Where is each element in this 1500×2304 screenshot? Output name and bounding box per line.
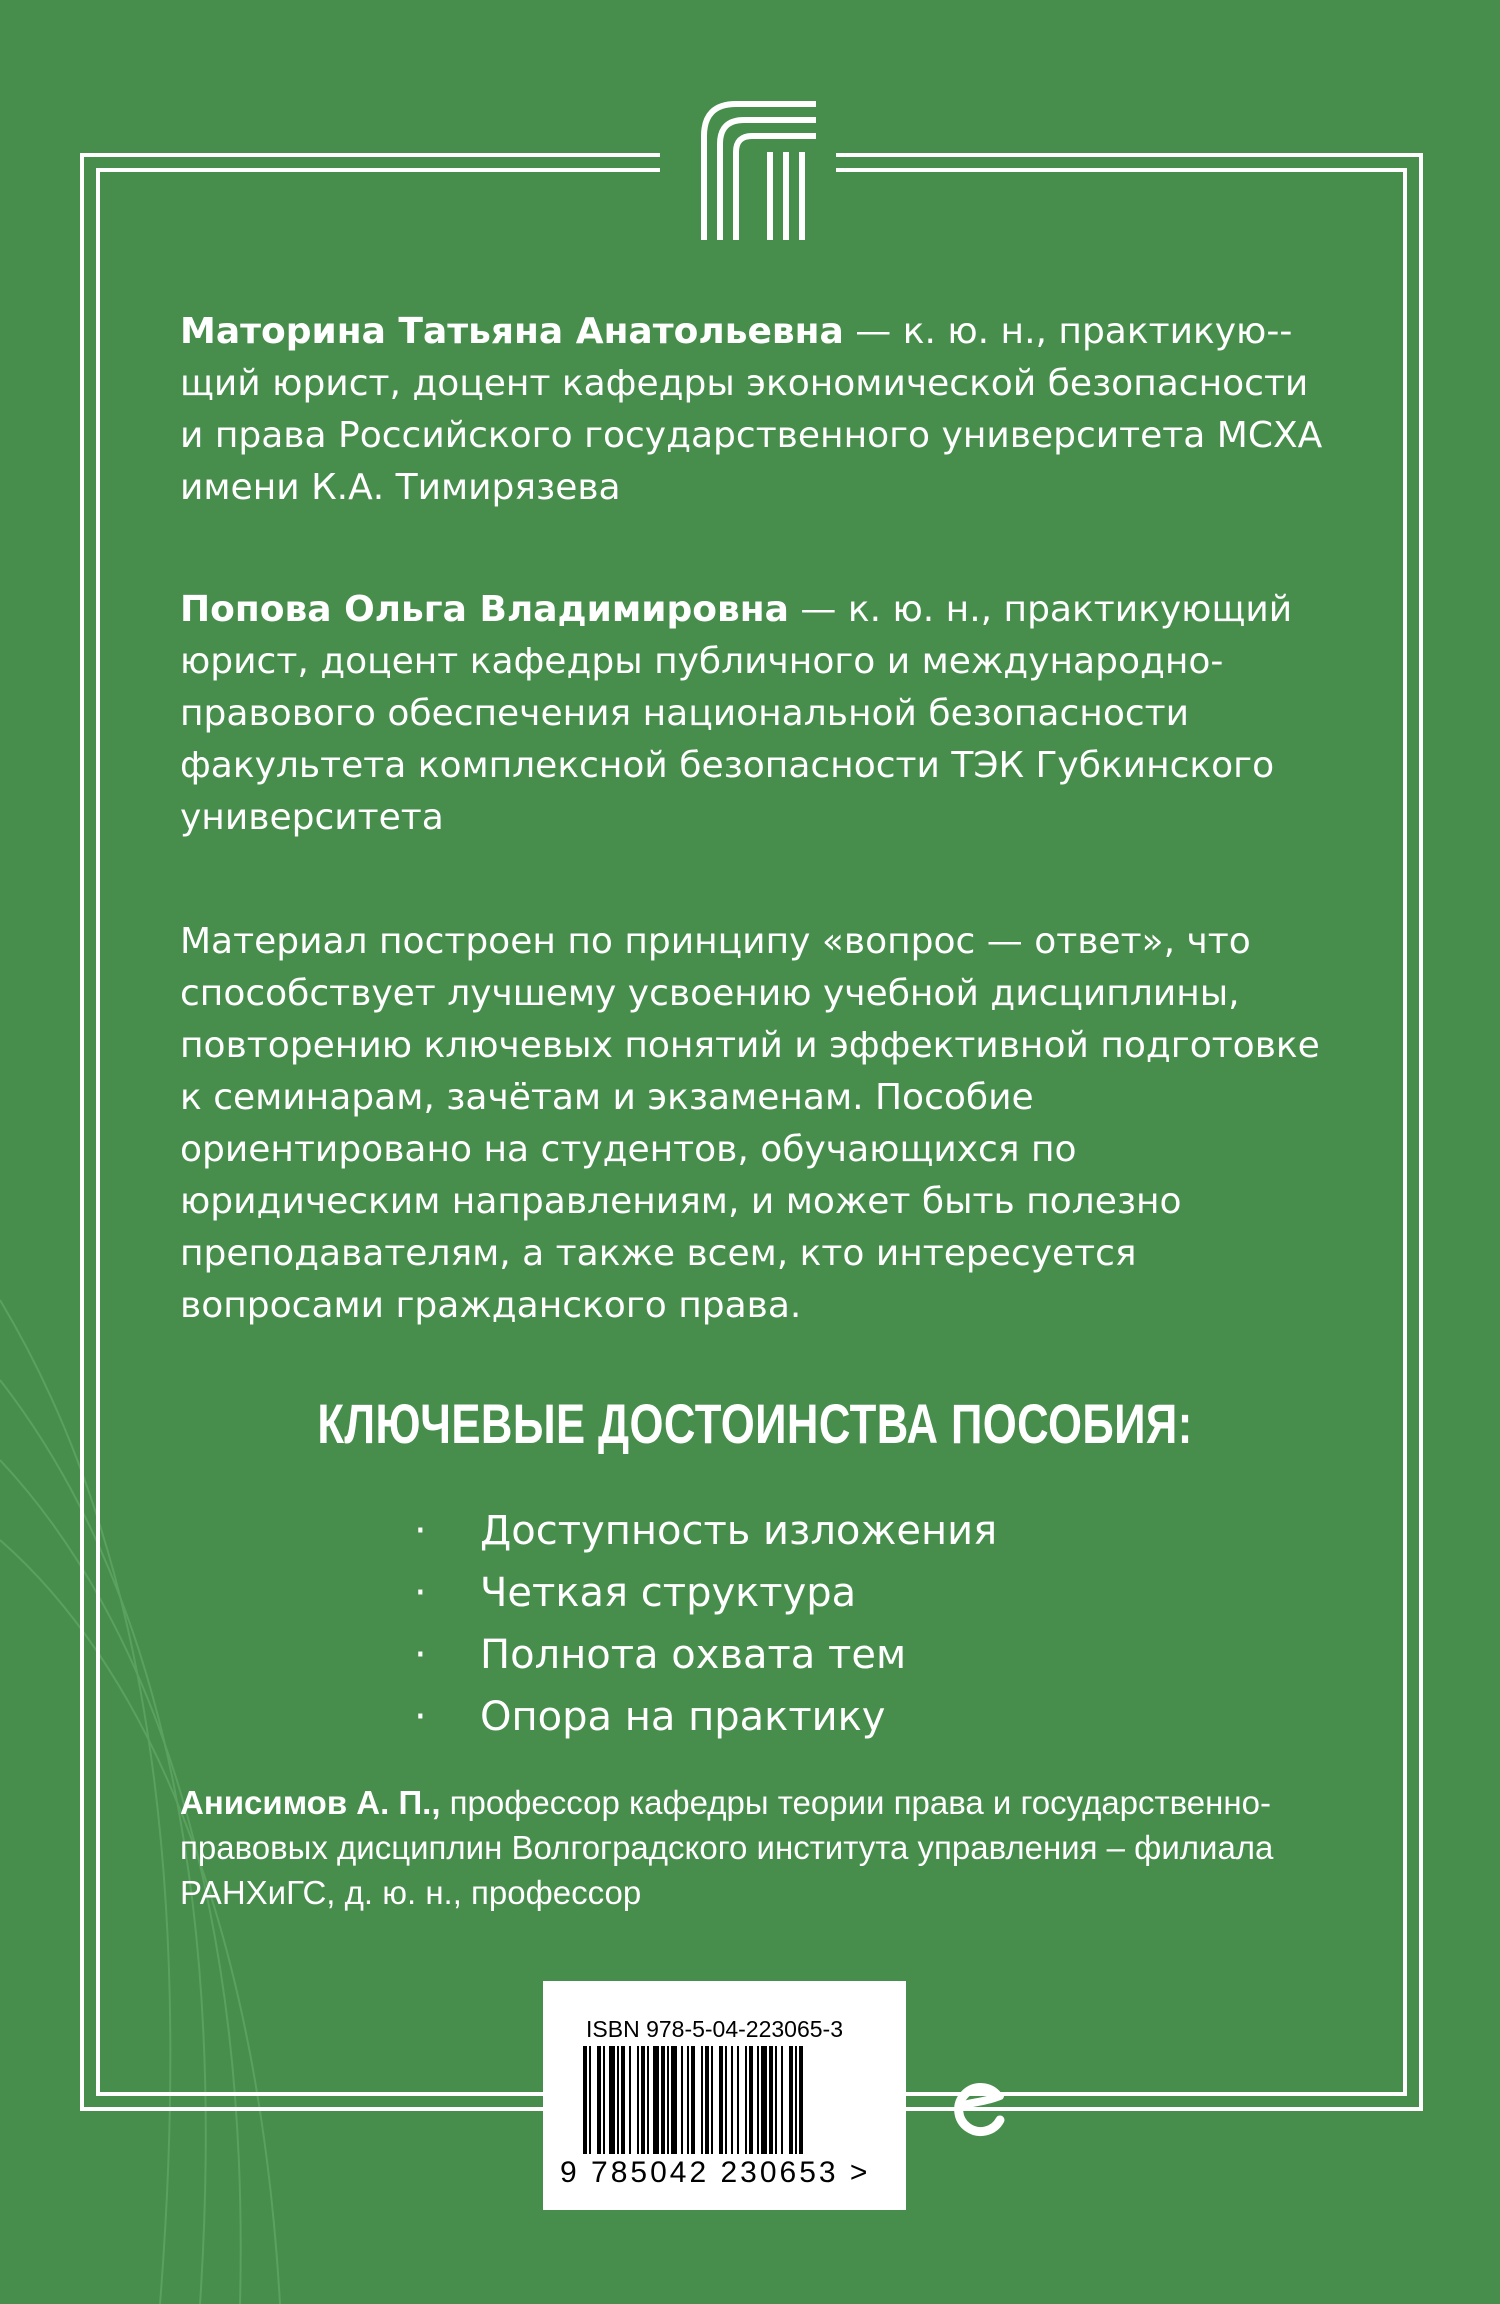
barcode-bar	[637, 2046, 639, 2154]
reviewer-name: Анисимов А. П.,	[180, 1784, 441, 1821]
isbn-label: ISBN 978-5-04-223065-3	[586, 2016, 843, 2042]
barcode-bar	[705, 2046, 709, 2154]
barcode-bar	[661, 2046, 665, 2154]
barcode-bar	[761, 2046, 767, 2154]
barcode-bar	[749, 2046, 753, 2154]
author-info-2: — к. ю. н., практикующий юрист, доцент кафедры публичного и международно-правового обеспечения национальной безопасности факультета комплексной безопасности ТЭК Губкинского университета	[180, 589, 1293, 838]
barcode-digits: 9 785042 230653 >	[560, 2156, 871, 2189]
barcode-bar	[745, 2046, 747, 2154]
barcode-bar	[757, 2046, 759, 2154]
barcode-bar	[671, 2046, 677, 2154]
reviewer-info: профессор кафедры теории права и государственно-правовых дисциплин Волгоградского института управления – филиала РАНХиГС, д. ю. н., профессор	[180, 1784, 1274, 1911]
barcode-bar	[781, 2046, 783, 2154]
barcode-bar	[617, 2046, 619, 2154]
barcode-bar	[629, 2046, 631, 2154]
bullet-icon: ·	[414, 1694, 427, 1740]
barcode-bar	[691, 2046, 695, 2154]
list-item: · Опора на практику	[408, 1686, 997, 1748]
barcode-bar	[795, 2046, 797, 2154]
barcode-bar	[597, 2046, 601, 2154]
list-item: · Доступность изложения	[408, 1500, 997, 1562]
bullet-icon: ·	[414, 1632, 427, 1678]
reviewer	[180, 1780, 1330, 1915]
barcode-bar	[647, 2046, 649, 2154]
advantages-heading: КЛЮЧЕВЫЕ ДОСТОИНСТВА ПОСОБИЯ:	[317, 1392, 1193, 1455]
book-description: Материал построен по принципу «вопрос — ответ», что способствует лучшему усвоению учебной дисциплины, повторению ключевых понятий и эффективной подготовке к семинарам, зачётам и экзаменам. Пособие ориентировано на студентов, обучающихся по юридическим направлениям, и может быть полезно преподавателям, а также всем, кто интересуется вопросами гражданского права.	[180, 921, 1320, 1326]
barcode-bar	[667, 2046, 669, 2154]
barcode-bar	[719, 2046, 723, 2154]
barcode-bar	[681, 2046, 683, 2154]
barcode-bar	[641, 2046, 645, 2154]
barcode	[583, 2046, 873, 2154]
barcode-bar	[583, 2046, 587, 2154]
barcode-bar	[603, 2046, 605, 2154]
bullet-icon: ·	[414, 1508, 427, 1554]
bookshelf-logo-icon	[700, 96, 820, 244]
barcode-bar	[775, 2046, 777, 2154]
barcode-bar	[769, 2046, 773, 2154]
barcode-bar	[725, 2046, 727, 2154]
advantages-list	[408, 1500, 997, 1748]
list-item: · Четкая структура	[408, 1562, 997, 1624]
barcode-bar	[711, 2046, 713, 2154]
barcode-bar	[609, 2046, 615, 2154]
barcode-bar	[621, 2046, 625, 2154]
barcode-bar	[799, 2046, 803, 2154]
publisher-e-logo-icon	[948, 2072, 1010, 2140]
barcode-bar	[701, 2046, 703, 2154]
author-name-2: Попова Ольга Владимировна	[180, 589, 789, 630]
barcode-bar	[731, 2046, 733, 2154]
bullet-icon: ·	[414, 1570, 427, 1616]
author-name-1: Маторина Татьяна Анатольевна	[180, 311, 844, 352]
barcode-bar	[687, 2046, 689, 2154]
barcode-bar	[789, 2046, 793, 2154]
barcode-bar	[589, 2046, 591, 2154]
list-item: · Полнота охвата тем	[408, 1624, 997, 1686]
barcode-bar	[737, 2046, 739, 2154]
barcode-bar	[653, 2046, 659, 2154]
author-bio-1	[180, 306, 1330, 514]
author-bio-2	[180, 584, 1330, 844]
author-info-1: — к. ю. н., практикую-щий юрист, доцент кафедры экономической безопасности и права Российского государственного университета МСХА имени К.А. Тимирязева	[180, 311, 1323, 508]
